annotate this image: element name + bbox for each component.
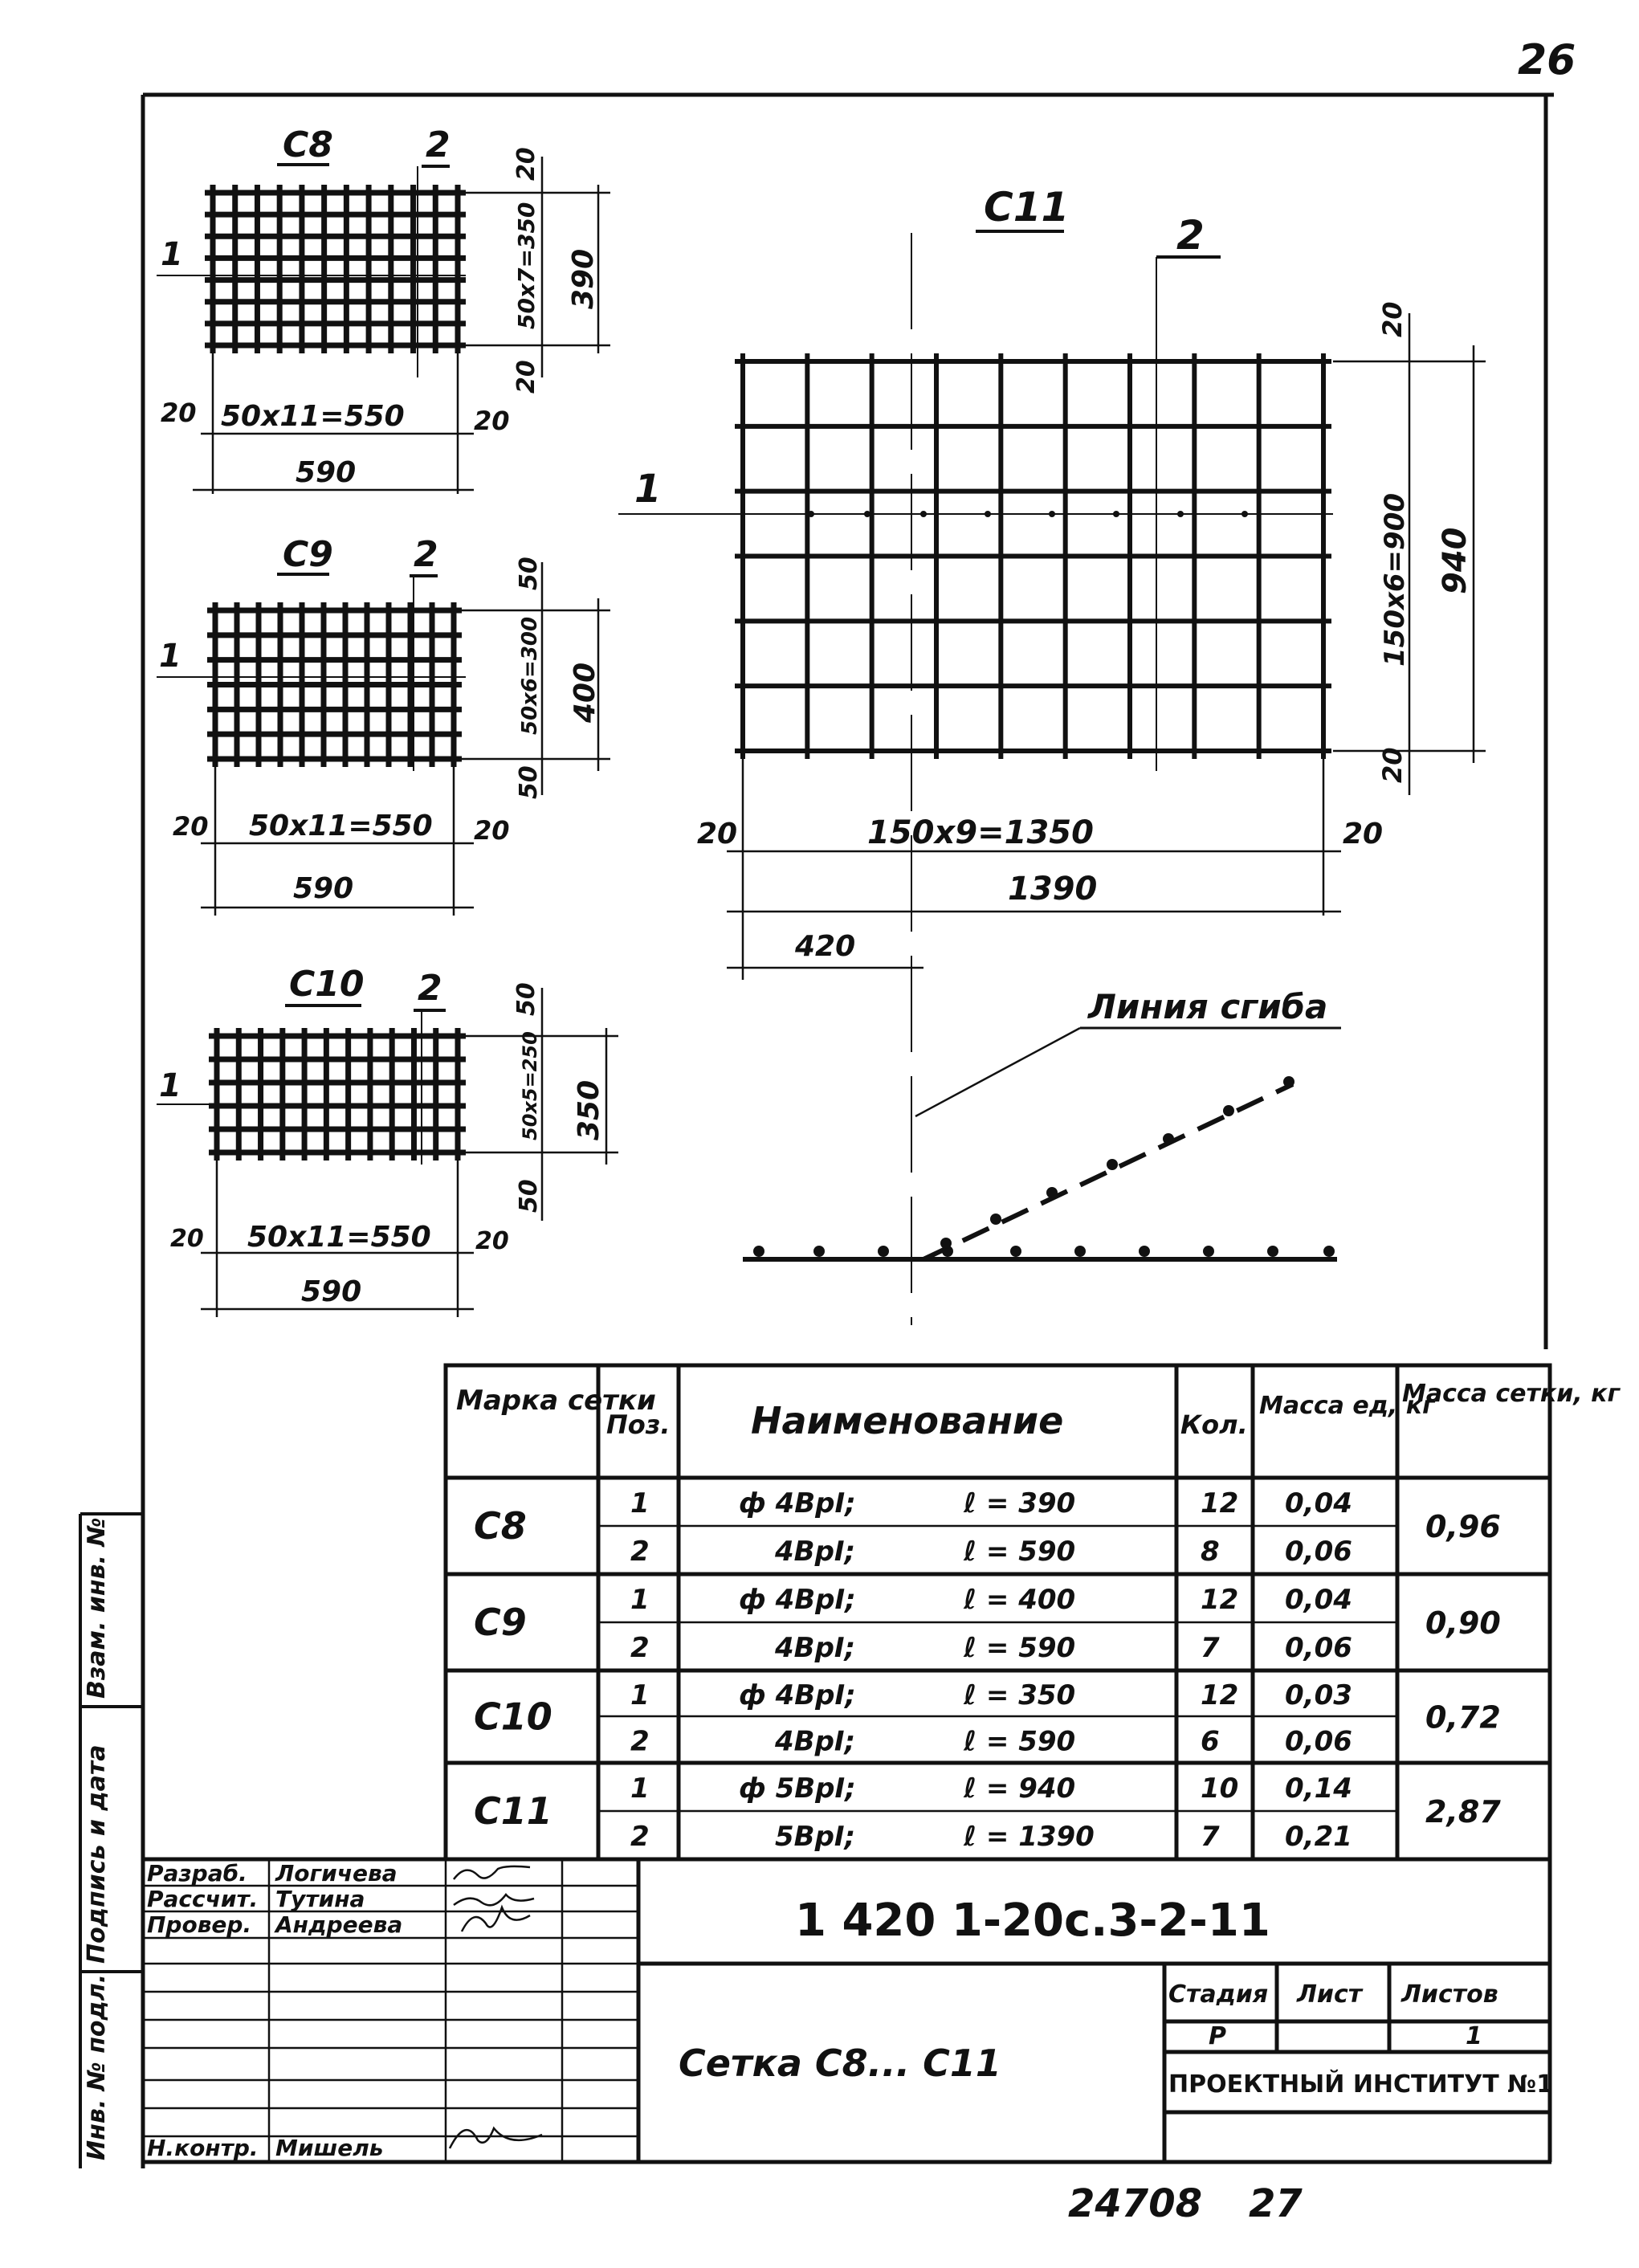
dim-edge-right-c11: 20	[1343, 818, 1384, 850]
role-calculated: Рассчит.	[147, 1886, 259, 1912]
spec-pos: 1	[630, 1584, 650, 1616]
spec-mesh-mass: 0,72	[1425, 1699, 1501, 1736]
spec-unit-mass: 0,03	[1285, 1679, 1352, 1711]
stage-value: Р	[1209, 2022, 1226, 2050]
spec-length: ℓ = 350	[964, 1679, 1076, 1711]
dim-overall-h-c10: 590	[301, 1275, 362, 1308]
spec-length: ℓ = 590	[964, 1536, 1076, 1568]
spec-unit-mass: 0,06	[1285, 1536, 1352, 1568]
spec-pos: 1	[630, 1772, 650, 1805]
role-developer: Разраб.	[147, 1860, 247, 1887]
role-norm-control: Н.контр.	[147, 2135, 259, 2161]
dim-overall-h-c11: 1390	[1008, 871, 1098, 908]
stamp-original-inv: Инв. № подл.	[83, 1973, 111, 2160]
spec-pos: 2	[630, 1632, 650, 1664]
bend-line-label: Линия сгиба	[1088, 987, 1328, 1026]
spec-qty: 12	[1201, 1679, 1239, 1711]
dim-edge-top-c8: 20	[512, 147, 540, 181]
dim-overall-v-c8: 390	[567, 248, 600, 309]
spec-mark: С10	[474, 1695, 552, 1739]
pos2-label-c8: 2	[426, 124, 451, 165]
dim-edge-bottom-c11: 20	[1377, 747, 1408, 783]
spec-mark: С9	[474, 1601, 527, 1644]
hdr-pos: Поз.	[606, 1409, 671, 1440]
spec-pos: 2	[630, 1536, 650, 1568]
dim-edge-top-c9: 50	[515, 557, 543, 590]
spec-name: ф 4ВрI;	[739, 1584, 856, 1616]
hdr-name: Наименование	[751, 1399, 1064, 1442]
dim-spacing-v-c9: 50x6=300	[518, 616, 542, 735]
sheets-header: Листов	[1401, 1980, 1498, 2009]
spec-qty: 8	[1201, 1536, 1220, 1568]
spec-name: ф 4ВрI;	[739, 1487, 856, 1519]
dim-overall-h-c9: 590	[293, 872, 354, 905]
spec-name: ф 5ВрI;	[739, 1772, 856, 1805]
dim-overall-h-c8: 590	[296, 456, 357, 489]
mesh-c11	[618, 184, 1486, 1325]
spec-pos: 1	[630, 1487, 650, 1519]
mesh-mark-c9: С9	[283, 534, 333, 575]
mesh-mark-c11: С11	[984, 184, 1070, 230]
spec-pos: 2	[630, 1725, 650, 1758]
dim-edge-right-c9: 20	[474, 815, 510, 846]
spec-length: ℓ = 1390	[964, 1821, 1095, 1853]
dim-overall-v-c9: 400	[569, 662, 601, 723]
bend-detail	[743, 987, 1341, 1259]
title-block	[143, 1859, 1553, 2162]
spec-mesh-mass: 0,96	[1425, 1509, 1501, 1544]
mesh-mark-c10: С10	[289, 964, 365, 1005]
spec-name: ф 4ВрI;	[739, 1679, 856, 1711]
spec-unit-mass: 0,14	[1285, 1772, 1352, 1805]
spec-qty: 6	[1201, 1725, 1220, 1758]
stage-header: Стадия	[1168, 1980, 1269, 2009]
mesh-c10	[157, 964, 618, 1317]
spec-unit-mass: 0,06	[1285, 1725, 1352, 1758]
pos1-label-c10: 1	[159, 1067, 181, 1104]
mesh-mark-c8: С8	[283, 124, 333, 165]
spec-mark: С11	[474, 1789, 552, 1833]
dim-spacing-v-c8: 50x7=350	[513, 202, 540, 329]
spec-name: 4ВрI;	[775, 1536, 856, 1568]
spec-qty: 7	[1201, 1821, 1220, 1853]
spec-unit-mass: 0,21	[1285, 1821, 1352, 1853]
name-checked: Андреева	[275, 1911, 403, 1938]
spec-name: 5ВрI;	[775, 1821, 856, 1853]
name-norm-control: Мишель	[275, 2135, 384, 2161]
spec-length: ℓ = 390	[964, 1487, 1076, 1519]
pos1-label-c8: 1	[161, 236, 183, 273]
dim-spacing-h-c11: 150x9=1350	[867, 814, 1094, 851]
dim-edge-left-c11: 20	[697, 818, 738, 850]
spec-table	[446, 1365, 1621, 1859]
spec-mesh-mass: 0,90	[1425, 1605, 1501, 1641]
spec-pos: 1	[630, 1679, 650, 1711]
hdr-qty: Кол.	[1180, 1409, 1248, 1440]
dim-edge-right-c10: 20	[475, 1227, 509, 1255]
spec-qty: 7	[1201, 1632, 1220, 1664]
spec-name: 4ВрI;	[775, 1725, 856, 1758]
spec-mark: С8	[474, 1504, 527, 1548]
dim-edge-bottom-c10: 50	[515, 1179, 543, 1213]
spec-qty: 10	[1201, 1772, 1239, 1805]
spec-length: ℓ = 590	[964, 1632, 1076, 1664]
pos1-label-c11: 1	[634, 467, 662, 512]
page-number: 26	[1518, 36, 1576, 84]
pos1-label-c9: 1	[159, 638, 181, 675]
side-stamp	[80, 1514, 143, 2168]
pos2-label-c10: 2	[418, 968, 442, 1009]
signatures	[450, 1866, 542, 2148]
dim-edge-left-c8: 20	[161, 398, 197, 428]
hdr-unit-mass: Масса ед, кг	[1259, 1392, 1435, 1420]
dim-spacing-v-c11: 150x6=900	[1379, 492, 1411, 667]
spec-mesh-mass: 2,87	[1425, 1794, 1501, 1829]
spec-unit-mass: 0,04	[1285, 1487, 1352, 1519]
designation: 1 420 1-20с.3-2-11	[795, 1895, 1270, 1947]
dim-edge-left-c9: 20	[173, 811, 209, 842]
dim-edge-bottom-c8: 20	[512, 360, 540, 394]
pos2-label-c9: 2	[414, 534, 438, 575]
stamp-signature-date: Подпись и дата	[83, 1744, 111, 1964]
spec-pos: 2	[630, 1821, 650, 1853]
pos2-label-c11: 2	[1176, 212, 1205, 259]
organization: ПРОЕКТНЫЙ ИНСТИТУТ №1	[1168, 2070, 1554, 2099]
dim-overall-v-c10: 350	[573, 1079, 605, 1140]
sheet-title: Сетка С8... С11	[679, 2042, 1001, 2085]
spec-unit-mass: 0,06	[1285, 1632, 1352, 1664]
stamp-replaced-inv: Взам. инв. №	[83, 1517, 111, 1699]
footer-page: 27	[1249, 2181, 1303, 2226]
sheet-header: Лист	[1297, 1980, 1363, 2009]
dim-edge-bottom-c9: 50	[515, 765, 543, 799]
dim-edge-right-c8: 20	[474, 406, 510, 436]
name-developer: Логичева	[275, 1860, 398, 1887]
hdr-mark: Марка сетки	[456, 1385, 656, 1417]
dim-spacing-h-c9: 50x11=550	[249, 810, 433, 842]
spec-length: ℓ = 940	[964, 1772, 1076, 1805]
name-calculated: Тутина	[275, 1886, 365, 1912]
mesh-c8	[157, 124, 610, 494]
hdr-mesh-mass: Масса сетки, кг	[1402, 1380, 1621, 1408]
spec-name: 4ВрI;	[775, 1632, 856, 1664]
dim-overall-v-c11: 940	[1437, 527, 1474, 594]
dim-edge-left-c10: 20	[170, 1225, 204, 1253]
dim-edge-top-c11: 20	[1377, 301, 1408, 337]
dim-spacing-v-c10: 50x5=250	[519, 1031, 541, 1140]
dim-offset-c11: 420	[795, 930, 856, 963]
archive-number: 24708	[1068, 2181, 1202, 2226]
spec-unit-mass: 0,04	[1285, 1584, 1352, 1616]
dim-spacing-h-c8: 50x11=550	[221, 400, 405, 433]
mesh-c9	[157, 534, 610, 916]
sheets-value: 1	[1466, 2022, 1482, 2050]
spec-length: ℓ = 400	[964, 1584, 1076, 1616]
dim-spacing-h-c10: 50x11=550	[247, 1221, 431, 1254]
dim-edge-top-c10: 50	[512, 982, 540, 1016]
role-checked: Провер.	[147, 1911, 252, 1938]
spec-length: ℓ = 590	[964, 1725, 1076, 1758]
spec-qty: 12	[1201, 1487, 1239, 1519]
spec-qty: 12	[1201, 1584, 1239, 1616]
